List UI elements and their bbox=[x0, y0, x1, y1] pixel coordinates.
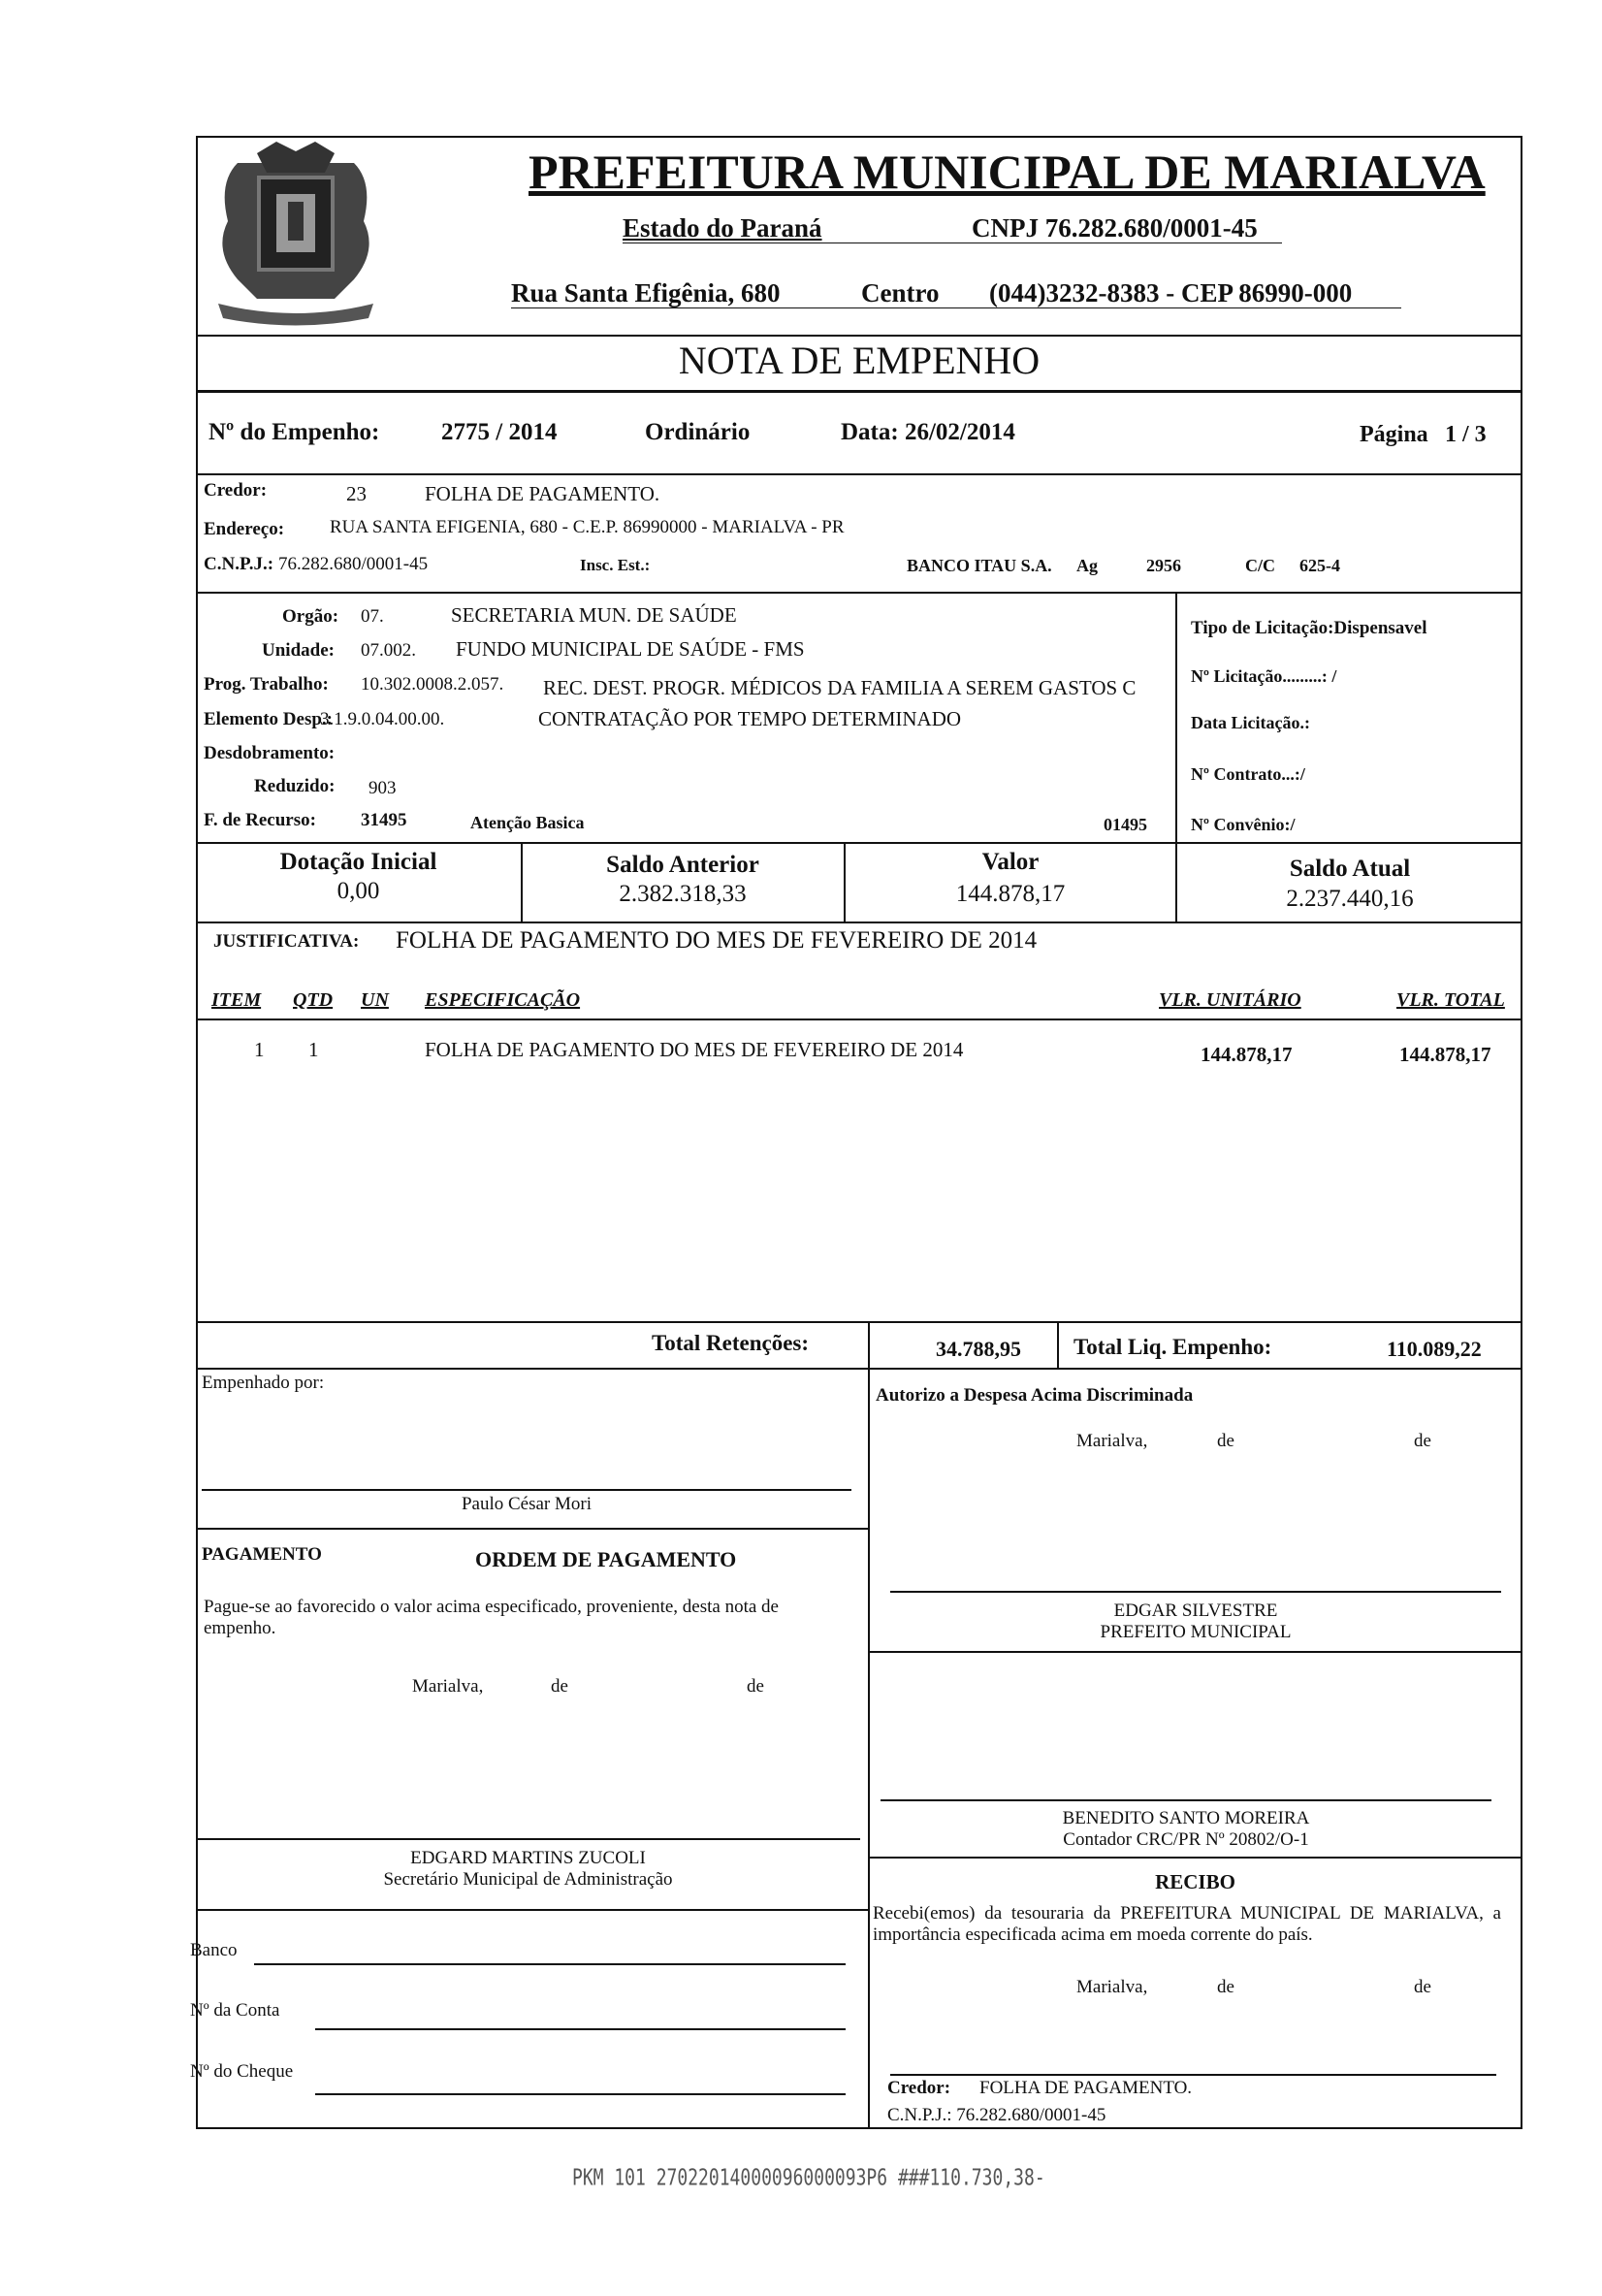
header-state: Estado do Paraná bbox=[623, 213, 822, 243]
prog-name: REC. DEST. PROGR. MÉDICOS DA FAMILIA A SEREM GASTOS C bbox=[543, 676, 1137, 699]
header-cnpj: CNPJ 76.282.680/0001-45 bbox=[972, 213, 1258, 243]
recibo-top-line bbox=[868, 1857, 1522, 1859]
banco-field-line bbox=[254, 1963, 846, 1965]
totals-bottom-line bbox=[196, 1368, 1522, 1370]
items-header-line bbox=[196, 1019, 1522, 1020]
atual-label: Saldo Atual bbox=[1289, 856, 1411, 882]
licitacao-data: Data Licitação.: bbox=[1191, 713, 1310, 732]
liquido-label: Total Liq. Empenho: bbox=[1073, 1335, 1272, 1359]
recibo-credor-label: Credor: bbox=[887, 2078, 951, 2098]
row-total: 144.878,17 bbox=[1399, 1043, 1491, 1066]
pagamento-de-1: de bbox=[551, 1676, 568, 1697]
col-spec: ESPECIFICAÇÃO bbox=[425, 989, 581, 1011]
autorizo-de-1: de bbox=[1217, 1431, 1234, 1451]
recibo-title: RECIBO bbox=[1155, 1870, 1235, 1893]
col-unit: VLR. UNITÁRIO bbox=[1159, 989, 1301, 1011]
reduzido-label: Reduzido: bbox=[254, 776, 336, 796]
credor-sign-line bbox=[890, 2074, 1496, 2076]
secretario-name: EDGARD MARTINS ZUCOLI bbox=[410, 1848, 646, 1868]
empenhado-name: Paulo César Mori bbox=[461, 1494, 593, 1514]
prog-label: Prog. Trabalho: bbox=[204, 674, 329, 695]
reduzido-value: 903 bbox=[368, 778, 397, 798]
pagamento-local: Marialva, bbox=[412, 1676, 484, 1697]
pagamento-de-2: de bbox=[747, 1676, 764, 1697]
autorizo-de-2: de bbox=[1414, 1431, 1431, 1451]
unidade-label: Unidade: bbox=[262, 640, 335, 661]
prefeito-sign-line bbox=[890, 1591, 1501, 1593]
elemento-label: Elemento Desp.: bbox=[204, 709, 333, 729]
col-item: ITEM bbox=[211, 989, 262, 1011]
empenho-type: Ordinário bbox=[645, 419, 751, 445]
row-qtd: 1 bbox=[308, 1038, 319, 1061]
elemento-name: CONTRATAÇÃO POR TEMPO DETERMINADO bbox=[538, 707, 962, 730]
credor-cnpj: 76.282.680/0001-45 bbox=[278, 554, 429, 574]
licitacao-divider bbox=[1175, 592, 1177, 842]
header-district: Centro bbox=[861, 278, 940, 307]
conta-field-line bbox=[315, 2028, 846, 2030]
insc-label: Insc. Est.: bbox=[580, 556, 651, 574]
credor-name: FOLHA DE PAGAMENTO. bbox=[425, 482, 660, 505]
orgao-code: 07. bbox=[361, 606, 384, 627]
unidade-code: 07.002. bbox=[361, 640, 416, 661]
saldos-divider bbox=[196, 922, 1522, 923]
empenhado-bottom-line bbox=[196, 1528, 868, 1530]
address-label: Endereço: bbox=[204, 519, 285, 539]
atual-value: 2.237.440,16 bbox=[1286, 886, 1414, 912]
cc-number: 625-4 bbox=[1299, 556, 1340, 575]
row-item: 1 bbox=[254, 1038, 265, 1061]
pagamento-label: PAGAMENTO bbox=[202, 1544, 322, 1565]
liquido-value: 110.089,22 bbox=[1387, 1337, 1482, 1361]
ag-number: 2956 bbox=[1146, 556, 1181, 575]
pagamento-text: Pague-se ao favorecido o valor acima especificado, proveniente, desta nota de empenho. bbox=[204, 1597, 779, 1638]
recibo-credor-name: FOLHA DE PAGAMENTO. bbox=[979, 2078, 1193, 2098]
orgao-label: Orgão: bbox=[282, 606, 339, 627]
bank-name: BANCO ITAU S.A. bbox=[907, 556, 1052, 575]
col-total: VLR. TOTAL bbox=[1396, 989, 1505, 1011]
dotacao-value: 0,00 bbox=[336, 878, 380, 904]
recurso-code: 31495 bbox=[361, 810, 407, 830]
credor-label: Credor: bbox=[204, 480, 268, 501]
justificativa-text: FOLHA DE PAGAMENTO DO MES DE FEVEREIRO DE 2014 bbox=[396, 927, 1038, 954]
ag-label: Ag bbox=[1076, 556, 1098, 575]
header-divider bbox=[196, 335, 1522, 337]
col-un: UN bbox=[361, 989, 389, 1011]
header-title: PREFEITURA MUNICIPAL DE MARIALVA bbox=[529, 145, 1486, 199]
cheque-label: Nº do Cheque bbox=[190, 2061, 294, 2082]
autorizo-text: Autorizo a Despesa Acima Discriminada bbox=[876, 1385, 1194, 1406]
coat-of-arms-logo bbox=[199, 134, 393, 338]
col-qtd: QTD bbox=[293, 989, 334, 1011]
recibo-de-2: de bbox=[1414, 1977, 1431, 1997]
row-spec: FOLHA DE PAGAMENTO DO MES DE FEVEREIRO DE 2014 bbox=[425, 1038, 964, 1061]
page-number: 1 / 3 bbox=[1445, 422, 1487, 447]
footer-code: PKM 101 27022014000096000093P6 ###110.730,38- bbox=[572, 2164, 1045, 2192]
unidade-name: FUNDO MUNICIPAL DE SAÚDE - FMS bbox=[456, 637, 805, 661]
secretario-sign-line bbox=[196, 1838, 860, 1840]
classificacao-divider bbox=[196, 842, 1522, 844]
recurso-label: F. de Recurso: bbox=[204, 810, 316, 830]
recibo-text: Recebi(emos) da tesouraria da PREFEITURA MUNICIPAL DE MARIALVA, a importância especificada acima em moeda corrente do país. bbox=[873, 1903, 1501, 1945]
desdobramento-label: Desdobramento: bbox=[204, 743, 336, 763]
contador-name: BENEDITO SANTO MOREIRA bbox=[1062, 1808, 1310, 1828]
prefeito-cargo: PREFEITO MUNICIPAL bbox=[1100, 1622, 1292, 1642]
recibo-de-1: de bbox=[1217, 1977, 1234, 1997]
licitacao-tipo: Tipo de Licitação:Dispensavel bbox=[1191, 618, 1427, 638]
prefeito-name: EDGAR SILVESTRE bbox=[1113, 1601, 1278, 1621]
recurso-ref: 01495 bbox=[1104, 815, 1147, 834]
justificativa-label: JUSTIFICATIVA: bbox=[213, 931, 360, 952]
credor-code: 23 bbox=[346, 482, 367, 505]
contador-cargo: Contador CRC/PR Nº 20802/O-1 bbox=[1063, 1829, 1309, 1850]
ordem-pagamento: ORDEM DE PAGAMENTO bbox=[475, 1547, 737, 1571]
conta-label: Nº da Conta bbox=[190, 2000, 280, 2021]
anterior-value: 2.382.318,33 bbox=[619, 881, 747, 907]
retencoes-label: Total Retenções: bbox=[652, 1331, 810, 1355]
empenho-date: Data: 26/02/2014 bbox=[841, 419, 1015, 445]
empenho-divider bbox=[196, 473, 1522, 475]
valor-value: 144.878,17 bbox=[955, 881, 1066, 907]
doc-title: NOTA DE EMPENHO bbox=[678, 339, 1041, 382]
credor-divider bbox=[196, 592, 1522, 594]
orgao-name: SECRETARIA MUN. DE SAÚDE bbox=[451, 603, 737, 627]
autorizo-local: Marialva, bbox=[1076, 1431, 1148, 1451]
totals-sep-1 bbox=[868, 1321, 870, 1370]
address-underline bbox=[511, 307, 1401, 308]
banco-label: Banco bbox=[190, 1940, 238, 1960]
valor-label: Valor bbox=[981, 849, 1040, 875]
totals-top-line bbox=[196, 1321, 1522, 1323]
elemento-code: 3.1.9.0.04.00.00. bbox=[320, 709, 445, 729]
licitacao-contrato: Nº Contrato...:/ bbox=[1191, 764, 1305, 784]
title-divider bbox=[196, 390, 1522, 393]
banco-top-line bbox=[196, 1909, 868, 1911]
recurso-name: Atenção Basica bbox=[470, 813, 585, 832]
secretario-cargo: Secretário Municipal de Administração bbox=[383, 1869, 673, 1890]
retencoes-value: 34.788,95 bbox=[936, 1337, 1021, 1361]
empenhado-sign-line bbox=[202, 1489, 851, 1491]
cheque-field-line bbox=[315, 2093, 846, 2095]
header-phone-cep: (044)3232-8383 - CEP 86990-000 bbox=[989, 278, 1353, 307]
row-unit: 144.878,17 bbox=[1201, 1043, 1293, 1066]
empenho-label: Nº do Empenho: bbox=[208, 419, 380, 445]
cc-label: C/C bbox=[1245, 556, 1275, 575]
prog-code: 10.302.0008.2.057. bbox=[361, 674, 504, 695]
page-label: Página bbox=[1360, 422, 1428, 447]
totals-sep-2 bbox=[1057, 1321, 1059, 1370]
contador-sign-line bbox=[881, 1799, 1491, 1801]
recibo-cnpj: C.N.P.J.: 76.282.680/0001-45 bbox=[887, 2105, 1106, 2125]
prefeito-bottom-line bbox=[868, 1651, 1522, 1653]
dotacao-label: Dotação Inicial bbox=[279, 849, 437, 875]
credor-address: RUA SANTA EFIGENIA, 680 - C.E.P. 86990000 - MARIALVA - PR bbox=[330, 517, 845, 537]
header-street: Rua Santa Efigênia, 680 bbox=[511, 278, 781, 307]
anterior-label: Saldo Anterior bbox=[606, 852, 759, 878]
empenho-number: 2775 / 2014 bbox=[441, 419, 558, 445]
empenhado-label: Empenhado por: bbox=[202, 1373, 325, 1393]
licitacao-numero: Nº Licitação.........: / bbox=[1191, 666, 1337, 686]
licitacao-convenio: Nº Convênio:/ bbox=[1191, 815, 1296, 834]
cnpj-label: C.N.P.J.: bbox=[204, 554, 274, 574]
vertical-split bbox=[868, 1368, 870, 2129]
recibo-local: Marialva, bbox=[1076, 1977, 1148, 1997]
